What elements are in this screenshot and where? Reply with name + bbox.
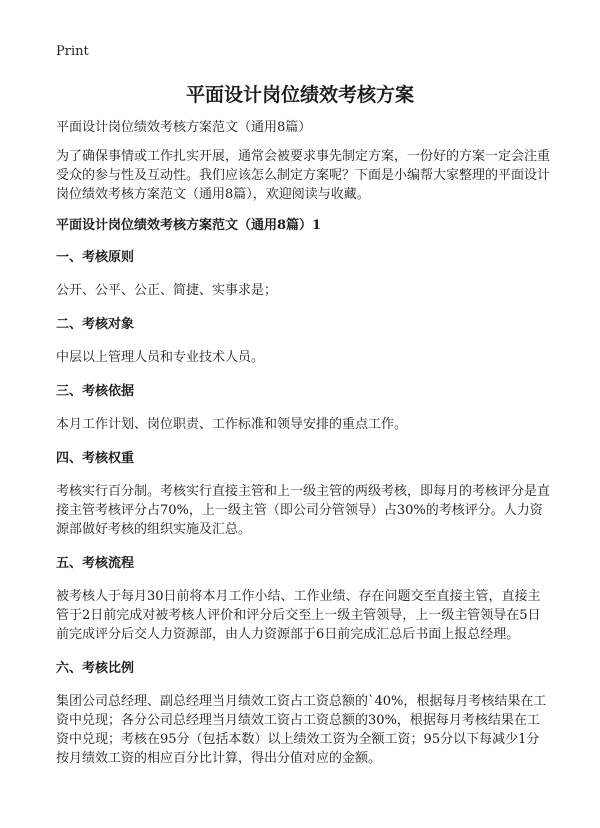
section-body: 中层以上管理人员和专业技术人员。 bbox=[56, 350, 265, 365]
article-subtitle: 平面设计岗位绩效考核方案范文（通用8篇） bbox=[56, 120, 312, 135]
print-link[interactable]: Print bbox=[56, 44, 89, 59]
section-heading: 一、考核原则 bbox=[56, 250, 135, 265]
part-heading: 平面设计岗位绩效考核方案范文（通用8篇）1 bbox=[56, 218, 322, 233]
section-body: 被考核人于每月30日前将本月工作小结、工作业绩、存在问题交至直接主管，直接主管于2日前完成对被考核人评价和评分后交至上一级主管领导，上一级主管领导在5日前完成评分后交人力资源部，由人力资源部于6日前完成汇总后书面上报总经理。 bbox=[56, 589, 541, 642]
section-body: 考核实行百分制。考核实行直接主管和上一级主管的两级考核，即每月的考核评分是直接主管考核评分占70%，上一级主管（即公司分管领导）占30%的考核评分。人力资源部做好考核的组织实施及汇总。 bbox=[56, 484, 551, 537]
section-heading: 三、考核依据 bbox=[56, 384, 135, 399]
section-heading: 四、考核权重 bbox=[56, 451, 135, 466]
section-heading: 二、考核对象 bbox=[56, 317, 135, 332]
article-body bbox=[56, 118, 550, 783]
page-title: 平面设计岗位绩效考核方案 bbox=[185, 84, 414, 106]
section-body: 本月工作计划、岗位职责、工作标准和领导安排的重点工作。 bbox=[56, 417, 408, 432]
section-body: 集团公司总经理、副总经理当月绩效工资占工资总额的`40%，根据每月考核结果在工资中兑现；各分公司总经理当月绩效工资占工资总额的30%，根据每月考核结果在工资中兑现；考核在95分（包括本数）以上绩效工资为全额工资；95分以下每减少1分按月绩效工资的相应百分比计算，得出分值对应的金额。 bbox=[56, 694, 547, 766]
section-heading: 六、考核比例 bbox=[56, 661, 135, 676]
intro-paragraph: 为了确保事情或工作扎实开展，通常会被要求事先制定方案，一份好的方案一定会注重受众的参与性及互动性。我们应该怎么制定方案呢？下面是小编帮大家整理的平面设计岗位绩效考核方案范文（通用8篇），欢迎阅读与收藏。 bbox=[56, 149, 551, 202]
section-heading: 五、考核流程 bbox=[56, 556, 135, 571]
section-body: 公开、公平、公正、简捷、实事求是； bbox=[56, 283, 278, 298]
